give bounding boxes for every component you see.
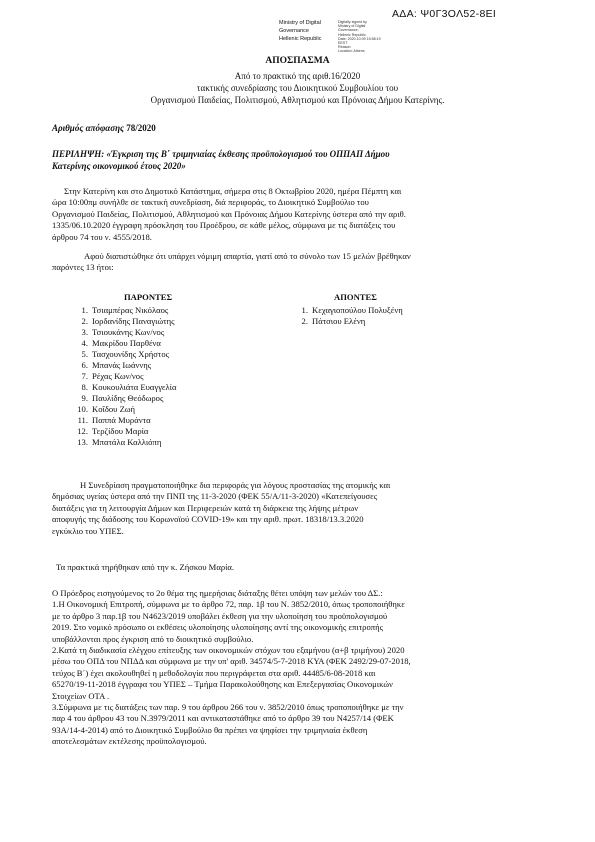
header-line: Οργανισμού Παιδείας, Πολιτισμού, Αθλητισμού και Πρόνοιας Δήμου Κατερίνης. [150, 95, 445, 105]
seal-detail: Digitally signed by [338, 20, 367, 24]
subject-line: «Έγκριση της Β΄ τριμηνιαίας έκθεσης προϋπολογισμού του ΟΠΠΑΠ Δήμου [106, 149, 390, 159]
session-line: εγκύκλιο του ΥΠΕΣ. [52, 525, 124, 536]
intro-paragraph [52, 186, 550, 243]
digital-signature-seal [279, 20, 449, 52]
subject [52, 148, 550, 172]
present-list [68, 305, 176, 448]
list-item: 2. Ιορδανίδης Παναγιώτης [81, 316, 175, 326]
body-line: με το άρθρο 3 παρ.1β του Ν4623/2019 υποβάλει έκθεση για την υλοποίηση του προϋπολογισμού [52, 610, 388, 621]
minutes-note: Τα πρακτικά τηρήθηκαν από την κ. Ζήσκου Μαρία. [56, 562, 235, 572]
session-line: Η Συνεδρίαση πραγματοποιήθηκε δια περιφοράς για λόγους προστασίας της ατομικής και [80, 480, 391, 490]
body-line: αποτελεσμάτων εκτέλεσης προϋπολογισμού. [52, 736, 207, 747]
body-line: τεύχος Β΄) έχει ακολουθηθεί η μεθοδολογία που περιγράφεται στα αριθ. 44485/6-08-2018 και [52, 667, 376, 678]
body-line: υποβάλλονται προς έγκριση από το διοικητικό συμβούλιο. [52, 633, 254, 644]
list-item: 4. Μακρίδου Παρθένα [81, 338, 161, 348]
quorum-paragraph [52, 251, 550, 274]
list-item: 10. Κοΐδου Ζωή [77, 404, 135, 414]
list-item: 7. Ρέχας Κων/νος [81, 371, 144, 381]
intro-line: Οργανισμού Παιδείας, Πολιτισμού, Αθλητισμού και Πρόνοιας Δήμου Κατερίνης ύστερα από την αριθ. [52, 208, 406, 219]
body-line: Ο Πρόεδρος εισηγούμενος το 2ο θέμα της ημερήσιας διάταξης θέτει υπόψη των μελών του ΔΣ.: [52, 588, 383, 598]
session-line: αποφυγής της διάδοσης του Κορωνοϊού COVID-19» και την αριθ. πρωτ. 18318/13.3.2020 [52, 514, 364, 525]
seal-detail: Reason: [338, 45, 352, 50]
seal-detail: Location: Athens [338, 49, 365, 54]
seal-detail: Date: 2020.10.09 15:58:19 [338, 36, 381, 41]
seal-line: Governance [279, 28, 309, 34]
body-line: 65270/19-11-2018 έγγραφα του ΥΠΕΣ – Τμήμα Παρακολούθησης και Επεξεργασίας Οικονομικών [52, 679, 393, 690]
body-line: Στοιχείων ΟΤΑ . [52, 690, 110, 701]
header-line: Από το πρακτικό της αριθ.16/2020 [234, 71, 361, 81]
list-item: 1. Κεχαγιοπούλου Πολυξένη [301, 305, 403, 315]
body-line: 2019. Στο νομικό πρόσωπο οι εκθέσεις υλοποίησης υλοποίησης αντί της οικονομικής επιτροπής [52, 622, 383, 633]
decision-number [52, 123, 156, 134]
list-item: 12. Τερζίδου Μαρία [77, 426, 149, 436]
header-line: τακτικής συνεδρίασης του Διοικητικού Συμβουλίου του [196, 83, 399, 93]
seal-details [338, 20, 418, 54]
body-line: 2.Κατά τη διαδικασία ελέγχου επίτευξης των οικονομικών στόχων του εξαμήνου (α+β τριμήνου) 2020 [52, 645, 405, 656]
list-item: 9. Παυλίδης Θεόδωρος [81, 393, 164, 403]
intro-line: ώρα 10:00πμ συνήλθε σε τακτική συνεδρίαση, διά περιφοράς, το Διοικητικό Συμβούλιο του [52, 197, 369, 208]
document-title: ΑΠΟΣΠΑΣΜΑ [265, 56, 330, 66]
absent-list [288, 305, 403, 327]
seal-detail: Ministry of Digital [338, 24, 366, 29]
body-paragraph [52, 588, 550, 748]
list-item: 11. Παππά Μυράντα [77, 415, 151, 425]
list-item: 3. Τσιουκάνης Κων/νος [81, 327, 165, 337]
quorum-line: παρόντες 13 ήτοι: [52, 262, 114, 273]
subject-line: Κατερίνης οικονομικού έτους 2020» [52, 161, 186, 171]
subject-label: ΠΕΡΙΛΗΨΗ: [52, 149, 105, 159]
body-line: 1.Η Οικονομική Επιτροπή, σύμφωνα με το άρθρο 72, παρ. 1β του Ν. 3852/2010, όπως τροποποιήθηκε [52, 599, 405, 610]
body-line: παρ 4 του άρθρου 43 του Ν.3979/2011 και αντικαταστάθηκε από το άρθρο 39 του Ν4257/14 (ΦΕΚ [52, 713, 394, 724]
list-item: 8. Κουκουλιάτα Ευαγγελία [81, 382, 177, 392]
session-line: δημόσιας υγείας ύστερα από την ΠΝΠ της 11-3-2020 (ΦΕΚ 55/Α/11-3-2020) «Κατεπείγουσες [52, 491, 378, 502]
seal-detail: EEST [338, 41, 348, 46]
seal-line: Ministry of Digital [279, 20, 321, 26]
body-line: 3.Σύμφωνα με τις διατάξεις των παρ. 9 του άρθρου 266 του ν. 3852/2010 όπως τροποποιήθηκε με την [52, 702, 404, 713]
list-item: 6. Μπανάς Ιωάννης [81, 360, 152, 370]
absent-heading: ΑΠΟΝΤΕΣ [334, 292, 377, 302]
list-item: 13. Μπατάλα Καλλιόπη [77, 437, 162, 447]
list-item: 1. Τσιαμπέρας Νικόλαος [81, 305, 169, 315]
list-item: 2. Πάτσιου Ελένη [301, 316, 366, 326]
list-item: 5. Τασχουνίδης Χρήστος [81, 349, 170, 359]
intro-line: Στην Κατερίνη και στο Δημοτικό Κατάστημα, σήμερα στις 8 Οκτωβρίου 2020, ημέρα Πέμπτη και [64, 186, 402, 196]
body-line: μέσω του ΟΠΔ του ΝΠΔΔ και σύμφωνα με την υπ' αριθ. 34574/5-7-2018 ΚΥΑ (ΦΕΚ 2492/29-07-2018, [52, 656, 411, 667]
quorum-line: Αφού διαπιστώθηκε ότι υπάρχει νόμιμη απαρτία, γιατί από το σύνολο των 15 μελών βρέθηκαν [84, 251, 411, 261]
intro-line: 1335/06.10.2020 έγγραφη πρόσκληση του Προέδρου, σε κάθε μέλος, σύμφωνα με τις διατάξεις του [52, 220, 396, 231]
intro-line: άρθρου 74 του ν. 4555/2018. [52, 231, 152, 242]
present-heading: ΠΑΡΟΝΤΕΣ [124, 292, 173, 302]
decision-value: 78/2020 [126, 123, 156, 133]
seal-detail: Governance, [338, 28, 359, 33]
ada-code: ΑΔΑ: Ψ0Γ3ΟΛ52-8ΕΙ [392, 8, 497, 20]
seal-detail: Hellenic Republic [338, 32, 366, 37]
body-line: 93Α/14-4-2014) από το Διοικητικό Συμβούλιο θα πρέπει να ψηφίσει την τριμηνιαία έκθεση [52, 724, 368, 735]
decision-label: Αριθμός απόφασης [52, 123, 125, 133]
session-line: διατάξεις για τη λειτουργία Δήμων και Περιφερειών κατά τη διάρκεια της λήψης μέτρων [52, 502, 359, 513]
header-block [40, 70, 555, 106]
session-paragraph [52, 480, 550, 537]
seal-line: Hellenic Republic [279, 36, 322, 42]
